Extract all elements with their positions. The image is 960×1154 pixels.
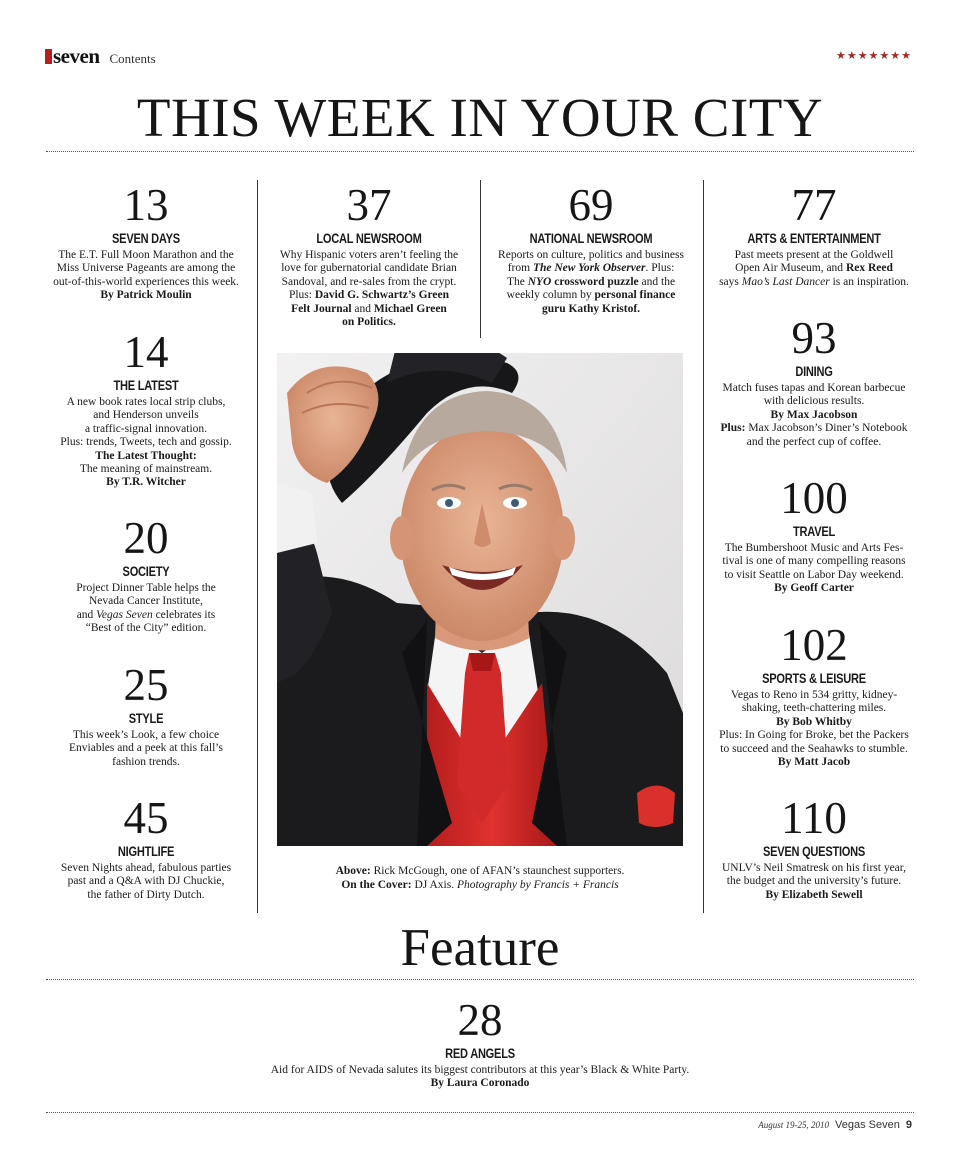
byline: By T.R. Witcher — [106, 476, 186, 489]
toc-entry-dining[interactable] — [707, 313, 921, 449]
page-number: 25 — [123, 660, 169, 710]
byline: By Bob Whitby — [776, 715, 852, 728]
section-heading: STYLE — [128, 711, 164, 726]
page-number: 77 — [791, 180, 837, 230]
entry-description: A new book rates local strip clubs, and Henderson unveils a traffic-signal innovation. Plus: trends, Tweets, tech and gossip. The Latest Thought: The meaning of mainstream. By T.R. Witcher — [40, 396, 252, 490]
entry-description: Project Dinner Table helps the Nevada Cancer Institute, and Vegas Seven celebrates its “Best of the City” edition. — [76, 582, 216, 635]
section-heading: SOCIETY — [122, 564, 170, 579]
page-footer — [758, 1119, 912, 1131]
toc-entry-travel[interactable] — [707, 473, 921, 596]
section-label: Contents — [109, 51, 156, 66]
section-heading: SEVEN DAYS — [112, 231, 180, 246]
entry-description: Reports on culture, politics and business from The New York Observer. Plus: The NYO crossword puzzle and the weekly column by personal finance guru Kathy Kristof. — [498, 249, 684, 315]
toc-entry-the-latest[interactable] — [40, 327, 252, 490]
page-number: 20 — [123, 513, 169, 563]
entry-description: Aid for AIDS of Nevada salutes its biggest contributors at this year’s Black & White Party. By Laura Coronado — [200, 1064, 760, 1091]
toc-entry-local-newsroom[interactable] — [262, 180, 476, 329]
section-heading: LOCAL NEWSROOM — [316, 231, 422, 246]
byline: By Geoff Carter — [774, 582, 854, 595]
toc-entry-arts-entertainment[interactable] — [707, 180, 921, 289]
section-heading: THE LATEST — [113, 378, 179, 393]
page-number: 102 — [780, 620, 848, 670]
page-number: 13 — [123, 180, 169, 230]
toc-entry-style[interactable] — [40, 660, 252, 769]
byline: By Matt Jacob — [777, 756, 851, 769]
toc-entry-national-newsroom[interactable] — [484, 180, 698, 316]
folio-number: 9 — [905, 1119, 912, 1131]
column-rule-1 — [257, 180, 258, 913]
entry-description: Match fuses tapas and Korean barbecue with delicious results. By Max Jacobson Plus: Max Jacobson’s Diner’s Notebook and the perfect cup of coffee. — [707, 382, 921, 449]
section-heading: NATIONAL NEWSROOM — [529, 231, 653, 246]
section-heading: NIGHTLIFE — [117, 844, 175, 859]
entry-description: Why Hispanic voters aren’t feeling the love for gubernatorial candidate Brian Sandoval, and re-sales from the crypt. Plus: David G. Schwartz’s Green Felt Journal and Michael Green on Politics. — [279, 249, 459, 329]
page-number: 100 — [780, 473, 848, 523]
entry-description: The E.T. Full Moon Marathon and the Miss Universe Pageants are among the out-of-this-world experiences this week. By Patrick Moulin — [40, 249, 252, 303]
column-rule-2 — [480, 180, 481, 338]
toc-entry-sports-leisure[interactable] — [707, 620, 921, 769]
page-number: 69 — [568, 180, 614, 230]
feature-heading: Feature — [400, 919, 560, 977]
brand-bar-icon — [45, 49, 52, 64]
page-title: THIS WEEK IN YOUR CITY — [136, 87, 824, 148]
entry-description: This week’s Look, a few choice Enviables and a peek at this fall’s fashion trends. — [69, 729, 223, 768]
byline: By Laura Coronado — [430, 1077, 530, 1090]
masthead — [45, 44, 156, 69]
section-heading: RED ANGELS — [445, 1046, 515, 1061]
page-number: 28 — [457, 995, 503, 1045]
page-number: 45 — [123, 793, 169, 843]
brand-logo: seven — [45, 44, 100, 69]
toc-entry-seven-questions[interactable] — [707, 793, 921, 902]
toc-entry-seven-days[interactable] — [40, 180, 252, 303]
toc-entry-red-angels[interactable] — [200, 995, 760, 1091]
cover-photo — [277, 353, 683, 846]
section-heading: SPORTS & LEISURE — [762, 671, 866, 686]
page-number: 37 — [346, 180, 392, 230]
entry-description: The Bumbershoot Music and Arts Fes- tival is one of many compelling reasons to visit Seattle on Labor Day weekend. By Geoff Carter — [707, 542, 921, 596]
page-number: 93 — [791, 313, 837, 363]
title-divider — [46, 151, 914, 152]
entry-description: Past meets present at the Goldwell Open Air Museum, and Rex Reed says Mao’s Last Dancer is an inspiration. — [719, 249, 909, 288]
section-heading: TRAVEL — [793, 524, 835, 539]
entry-description: Vegas to Reno in 534 gritty, kidney- shaking, teeth-chattering miles. By Bob Whitby Plus: In Going for Broke, bet the Packers to succeed and the Seahawks to stumble. By Matt Jacob — [707, 689, 921, 769]
section-heading: SEVEN QUESTIONS — [762, 844, 866, 859]
toc-entry-society[interactable] — [40, 513, 252, 636]
section-heading: DINING — [795, 364, 833, 379]
column-rule-3 — [703, 180, 704, 913]
issue-date: August 19-25, 2010 — [758, 1120, 830, 1130]
toc-entry-nightlife[interactable] — [40, 793, 252, 902]
section-heading: ARTS & ENTERTAINMENT — [747, 231, 881, 246]
rating-stars-icon: ★★★★★★★ — [835, 50, 912, 62]
footer-divider — [46, 1112, 914, 1113]
page-number: 110 — [781, 793, 847, 843]
byline: By Patrick Moulin — [100, 289, 192, 302]
byline: By Max Jacobson — [770, 408, 858, 421]
page-number: 14 — [123, 327, 169, 377]
entry-description: Seven Nights ahead, fabulous parties past and a Q&A with DJ Chuckie, the father of Dirty Dutch. — [60, 862, 232, 901]
entry-description: UNLV’s Neil Smatresk on his first year, the budget and the university’s future. By Elizabeth Sewell — [707, 862, 921, 902]
photo-caption: Above: Rick McGough, one of AFAN’s staunchest supporters. On the Cover: DJ Axis. Photography by Francis + Francis — [335, 865, 625, 891]
publication-name: Vegas Seven — [835, 1119, 900, 1131]
byline: By Elizabeth Sewell — [765, 888, 863, 901]
feature-divider — [46, 979, 914, 980]
